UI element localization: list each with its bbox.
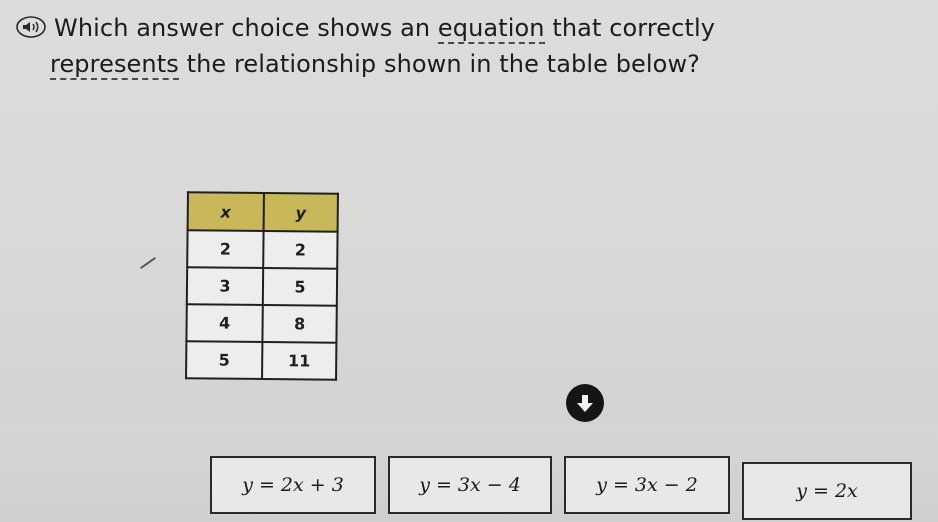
table-cell-x: 3 bbox=[187, 267, 263, 305]
answer-choice-1[interactable] bbox=[210, 456, 376, 514]
answer-choice-label: y = 3x − 2 bbox=[596, 474, 698, 496]
question-text-rest: the relationship shown in the table below? bbox=[178, 50, 701, 78]
column-header-x: x bbox=[188, 192, 264, 231]
answer-choice-3[interactable] bbox=[564, 456, 730, 514]
glossary-link-represents[interactable]: represents bbox=[50, 50, 179, 78]
answer-choice-2[interactable] bbox=[388, 456, 552, 514]
stray-mark bbox=[140, 257, 156, 269]
glossary-link-equation[interactable]: equation bbox=[437, 14, 545, 42]
table-row bbox=[187, 230, 337, 269]
table-cell-y: 2 bbox=[263, 231, 337, 269]
table-cell-x: 2 bbox=[187, 230, 263, 268]
table-cell-x: 5 bbox=[186, 341, 262, 379]
table-cell-x: 4 bbox=[186, 304, 262, 342]
answer-choice-label: y = 3x − 4 bbox=[419, 474, 521, 496]
column-header-y: y bbox=[264, 193, 338, 232]
speaker-icon[interactable] bbox=[16, 16, 46, 38]
table-header-row bbox=[188, 192, 338, 232]
xy-table bbox=[185, 191, 339, 381]
arrow-down-icon bbox=[573, 391, 597, 415]
question-line-1 bbox=[54, 14, 715, 42]
question-text-prefix: Which answer choice shows an bbox=[54, 14, 438, 42]
table-cell-y: 11 bbox=[262, 342, 336, 380]
question-line-2 bbox=[50, 50, 700, 78]
table-row bbox=[186, 341, 336, 380]
question-text-suffix: that correctly bbox=[544, 14, 716, 42]
answer-choice-label: y = 2x + 3 bbox=[242, 474, 344, 496]
scroll-down-button[interactable] bbox=[566, 384, 604, 422]
table-row bbox=[187, 267, 337, 306]
table-cell-y: 8 bbox=[262, 305, 336, 343]
table-cell-y: 5 bbox=[263, 268, 337, 306]
answer-choice-4[interactable] bbox=[742, 462, 912, 520]
answer-choice-label: y = 2x bbox=[796, 480, 858, 502]
table-row bbox=[186, 304, 336, 343]
